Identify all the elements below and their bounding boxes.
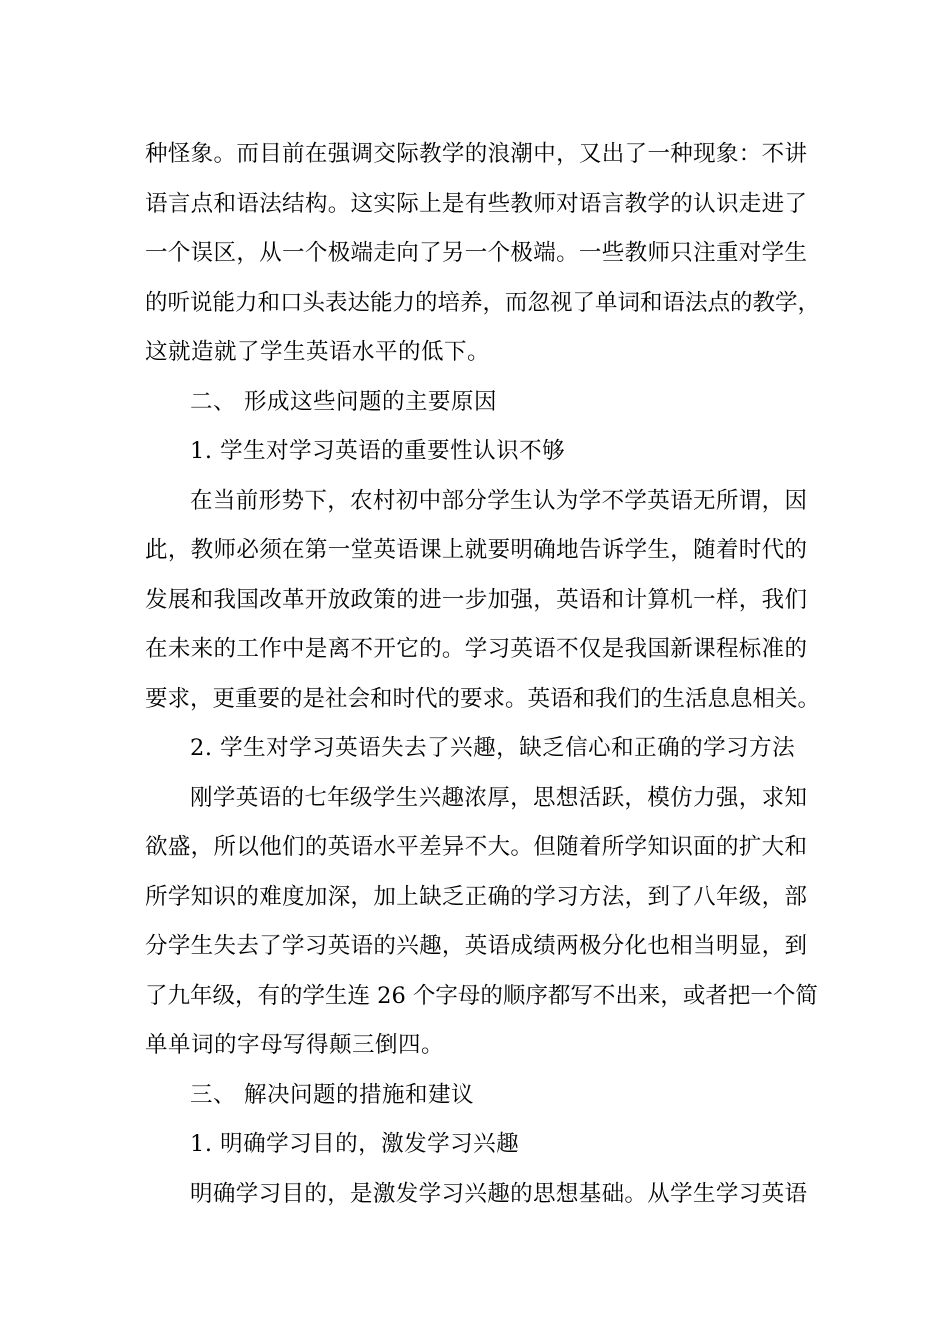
paragraph-line: 在当前形势下，农村初中部分学生认为学不学英语无所谓，因 <box>190 488 807 514</box>
section-heading <box>190 1080 474 1110</box>
paragraph-line: 了九年级，有的学生连 26 个字母的顺序都写不出来，或者把一个简 <box>145 983 818 1009</box>
paragraph-line: 种怪象。而目前在强调交际教学的浪潮中，又出了一种现象：不讲 <box>145 141 807 167</box>
subsection-heading: 2. 学生对学习英语失去了兴趣，缺乏信心和正确的学习方法 <box>190 735 796 761</box>
section-number: 三、 <box>190 1082 237 1108</box>
section-title: 形成这些问题的主要原因 <box>244 389 498 415</box>
paragraph-line: 语言点和语法结构。这实际上是有些教师对语言教学的认识走进了 <box>145 191 807 217</box>
paragraph-line: 一个误区，从一个极端走向了另一个极端。一些教师只注重对学生 <box>145 240 807 266</box>
subsection-heading: 1. 学生对学习英语的重要性认识不够 <box>190 438 566 464</box>
section-number: 二、 <box>190 389 237 415</box>
paragraph-line: 发展和我国改革开放政策的进一步加强，英语和计算机一样，我们 <box>145 587 807 613</box>
section-heading <box>190 387 497 417</box>
paragraph-line: 此，教师必须在第一堂英语课上就要明确地告诉学生，随着时代的 <box>145 537 807 563</box>
paragraph-line: 在未来的工作中是离不开它的。学习英语不仅是我国新课程标准的 <box>145 636 807 662</box>
paragraph-line: 所学知识的难度加深，加上缺乏正确的学习方法，到了八年级，部 <box>145 884 807 910</box>
subsection-heading: 1. 明确学习目的，激发学习兴趣 <box>190 1131 520 1157</box>
section-title: 解决问题的措施和建议 <box>244 1082 475 1108</box>
paragraph-line: 分学生失去了学习英语的兴趣，英语成绩两极分化也相当明显，到 <box>145 933 807 959</box>
paragraph-line: 明确学习目的，是激发学习兴趣的思想基础。从学生学习英语 <box>190 1181 807 1207</box>
paragraph-line: 这就造就了学生英语水平的低下。 <box>145 339 491 365</box>
paragraph-line: 刚学英语的七年级学生兴趣浓厚，思想活跃，模仿力强，求知 <box>190 785 807 811</box>
paragraph-line: 单单词的字母写得颠三倒四。 <box>145 1032 445 1058</box>
paragraph-line: 的听说能力和口头表达能力的培养，而忽视了单词和语法点的教学， <box>145 290 821 316</box>
paragraph-line: 欲盛，所以他们的英语水平差异不大。但随着所学知识面的扩大和 <box>145 834 807 860</box>
paragraph-line: 要求，更重要的是社会和时代的要求。英语和我们的生活息息相关。 <box>145 686 821 712</box>
